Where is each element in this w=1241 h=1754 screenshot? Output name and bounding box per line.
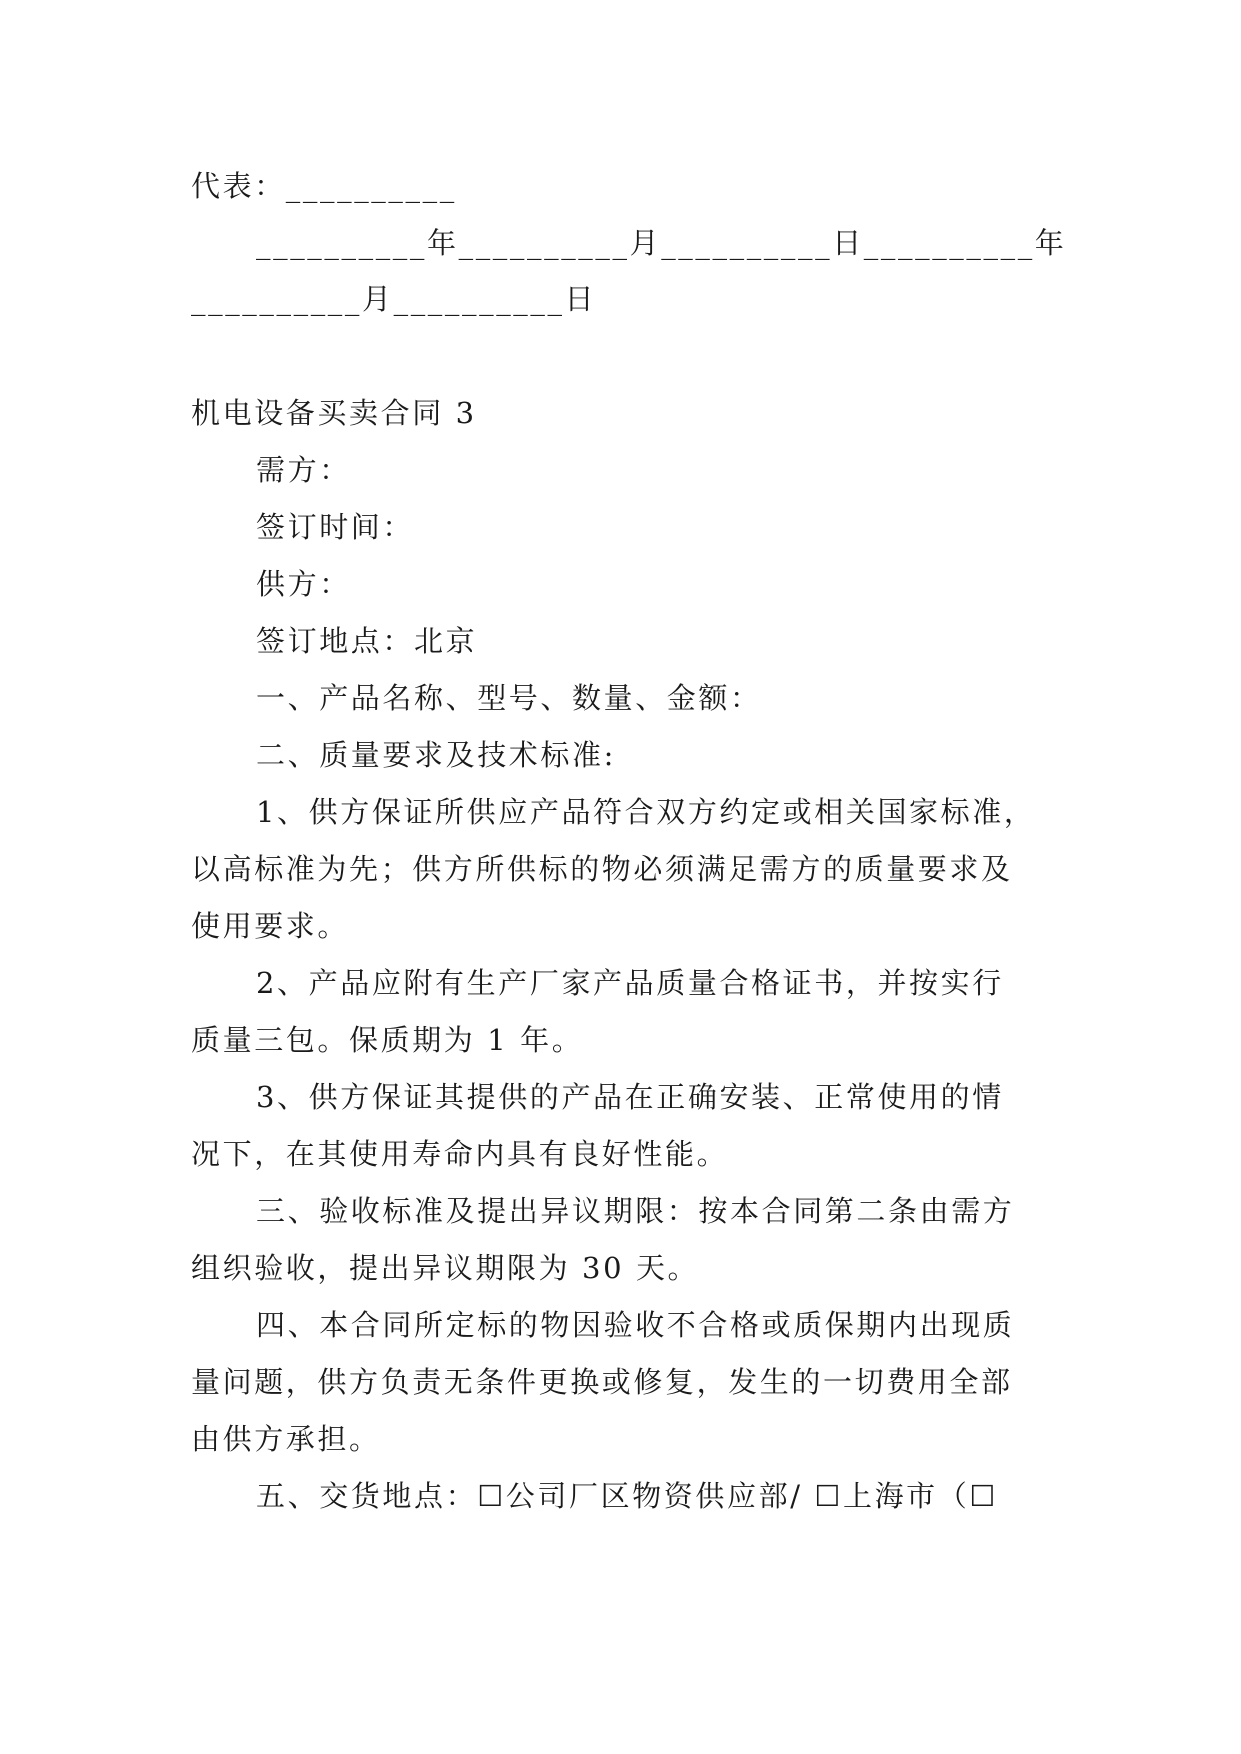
paragraph-line: 况下，在其使用寿命内具有良好性能。 bbox=[191, 1137, 729, 1171]
paragraph-line: 三、验收标准及提出异议期限：按本合同第二条由需方 bbox=[256, 1194, 1015, 1228]
delivery-location-line: 五、交货地点：☐公司厂区物资供应部/ ☐上海市（☐ bbox=[256, 1479, 998, 1513]
paragraph-line: 使用要求。 bbox=[191, 909, 350, 943]
paragraph-line: 2、产品应附有生产厂家产品质量合格证书，并按实行 bbox=[256, 966, 1004, 1000]
date-line-continued: __________月__________日 bbox=[191, 282, 597, 316]
signing-place-line: 签订地点：北京 bbox=[256, 624, 478, 658]
buyer-line: 需方： bbox=[256, 453, 351, 487]
paragraph-line: 由供方承担。 bbox=[191, 1422, 381, 1456]
signing-time-line: 签订时间： bbox=[256, 510, 415, 544]
paragraph-line: 四、本合同所定标的物因验收不合格或质保期内出现质 bbox=[256, 1308, 1015, 1342]
paragraph-line: 质量三包。保质期为 1 年。 bbox=[191, 1023, 584, 1057]
date-line: __________年__________月__________日__________年 bbox=[256, 226, 1067, 260]
paragraph-line: 组织验收，提出异议期限为 30 天。 bbox=[191, 1251, 700, 1285]
paragraph-line: 以高标准为先；供方所供标的物必须满足需方的质量要求及 bbox=[191, 852, 1013, 886]
paragraph-line: 1、供方保证所供应产品符合双方约定或相关国家标准， bbox=[256, 795, 1036, 829]
section-1-heading: 一、产品名称、型号、数量、金额： bbox=[256, 681, 762, 715]
contract-title: 机电设备买卖合同 3 bbox=[191, 396, 477, 430]
section-2-heading: 二、质量要求及技术标准: bbox=[256, 738, 616, 772]
paragraph-line: 量问题，供方负责无条件更换或修复，发生的一切费用全部 bbox=[191, 1365, 1013, 1399]
paragraph-line: 3、供方保证其提供的产品在正确安装、正常使用的情 bbox=[256, 1080, 1004, 1114]
representative-line: 代表：__________ bbox=[191, 169, 457, 203]
supplier-line: 供方： bbox=[256, 567, 351, 601]
